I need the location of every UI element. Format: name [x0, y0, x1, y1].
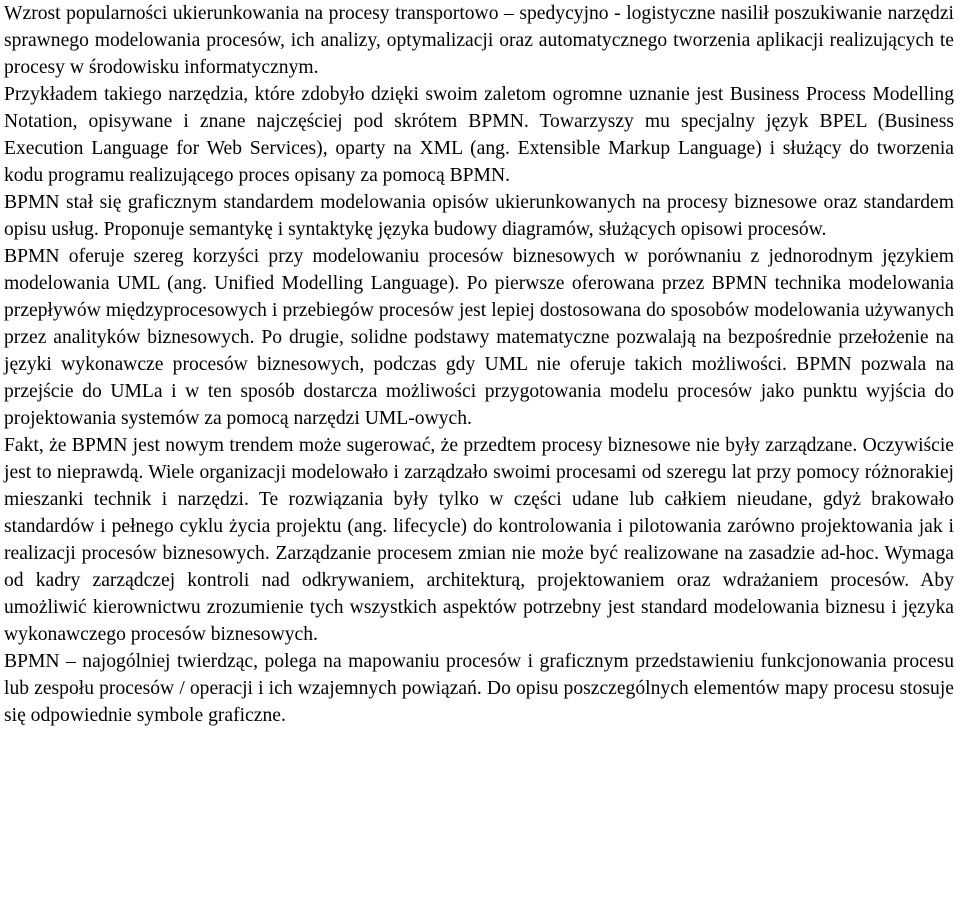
paragraph-intro: Wzrost popularności ukierunkowania na procesy transportowo – spedycyjno - logistyczne nasilił poszukiwanie narzędzi sprawnego modelowania procesów, ich analizy, optymalizacji oraz automatycznego tworzenia aplikacji realizujących te procesy w środowisku informatycznym. [4, 3, 954, 78]
paragraph-bpmn-mapping: BPMN – najogólniej twierdząc, polega na mapowaniu procesów i graficznym przedstawieniu funkcjonowania procesu lub zespołu procesów / operacji i ich wzajemnych powiązań. Do opisu poszczególnych elementów mapy procesu stosuje się odpowiednie symbole graficzne. [4, 651, 954, 726]
paragraph-process-management: Fakt, że BPMN jest nowym trendem może sugerować, że przedtem procesy biznesowe nie były zarządzane. Oczywiście jest to nieprawdą. Wiele organizacji modelowało i zarządzało swoimi procesami od szeregu lat przy pomocy różnorakiej mieszanki technik i narzędzi. Te rozwiązania były tylko w części udane lub całkiem nieudane, gdyż brakowało standardów i pełnego cyklu życia projektu (ang. lifecycle) do kontrolowania i pilotowania zarówno projektowania jak i realizacji procesów biznesowych. Zarządzanie procesem zmian nie może być realizowane na zasadzie ad-hoc. Wymaga od kadry zarządczej kontroli nad odkrywaniem, architekturą, projektowaniem oraz wdrażaniem procesów. Aby umożliwić kierownictwu zrozumienie tych wszystkich aspektów potrzebny jest standard modelowania biznesu i języka wykonawczego procesów biznesowych. [4, 435, 954, 645]
paragraph-bpmn-standard: BPMN stał się graficznym standardem modelowania opisów ukierunkowanych na procesy biznesowe oraz standardem opisu usług. Proponuje semantykę i syntaktykę języka budowy diagramów, służących opisowi procesów. [4, 192, 954, 240]
paragraph-bpmn-vs-uml: BPMN oferuje szereg korzyści przy modelowaniu procesów biznesowych w porównaniu z jednorodnym językiem modelowania UML (ang. Unified Modelling Language). Po pierwsze oferowana przez BPMN technika modelowania przepływów międzyprocesowych i przebiegów procesów jest lepiej dostosowana do sposobów modelowania używanych przez analityków biznesowych. Po drugie, solidne podstawy matematyczne pozwalają na bezpośrednie przełożenie na języki wykonawcze procesów biznesowych, podczas gdy UML nie oferuje takich możliwości. BPMN pozwala na przejście do UMLa i w ten sposób dostarcza możliwości przygotowania modelu procesów jako punktu wyjścia do projektowania systemów za pomocą narzędzi UML-owych. [4, 246, 954, 429]
paragraph-bpmn-bpel: Przykładem takiego narzędzia, które zdobyło dzięki swoim zaletom ogromne uznanie jest Business Process Modelling Notation, opisywane i znane najczęściej pod skrótem BPMN. Towarzyszy mu specjalny język BPEL (Business Execution Language for Web Services), oparty na XML (ang. Extensible Markup Language) i służący do tworzenia kodu programu realizującego proces opisany za pomocą BPMN. [4, 84, 954, 186]
